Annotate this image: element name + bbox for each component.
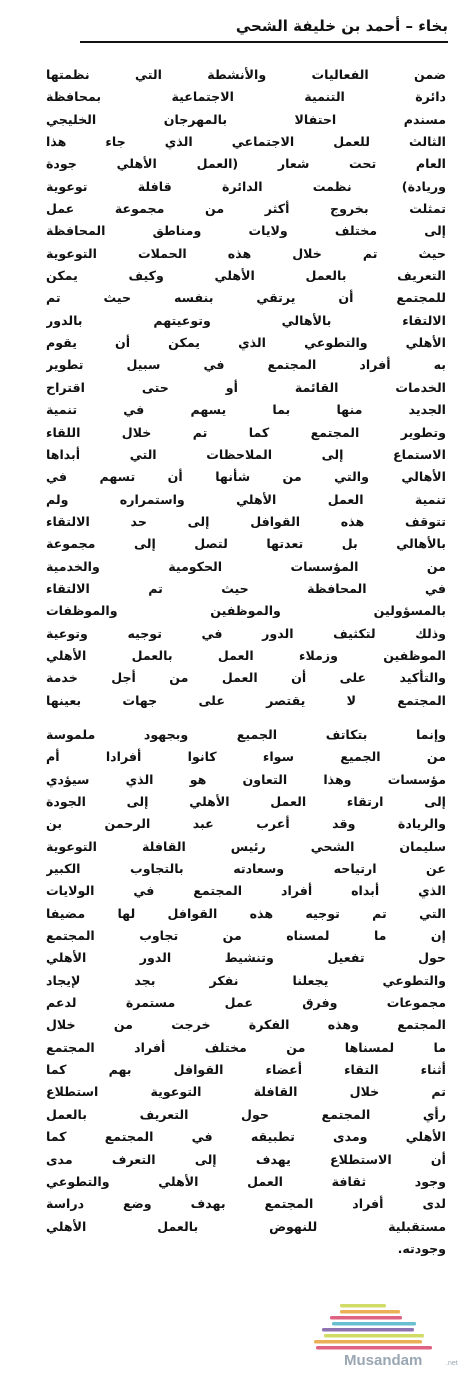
- article-line: إلى مختلف ولايات ومناطق المحافظة: [46, 223, 446, 239]
- logo-stripe: [316, 1346, 432, 1350]
- logo-stripe: [330, 1316, 402, 1320]
- article-line: إلى ارتقاء العمل الأهلي إلى الجودة: [46, 794, 446, 809]
- logo-wordmark: Musandam: [344, 1352, 423, 1369]
- logo-stripe: [322, 1328, 414, 1332]
- article-line: الاستماع إلى الملاحظات التي أبداها: [46, 446, 446, 462]
- article-line: الأهلي والتطوعي الذي يمكن أن يقوم: [46, 335, 446, 351]
- article-line: وتطوير المجتمع كما تم خلال اللقاء: [46, 424, 446, 440]
- article-line: ضمن الفعاليات والأنشطة التي نظمتها: [46, 67, 446, 82]
- article-line: الخدمات القائمة أو حتى اقتراح: [46, 379, 446, 395]
- article-line: من المؤسسات الحكومية والخدمية: [46, 558, 446, 574]
- article-line: والتطوعي يجعلنا نفكر بجد لإيجاد: [46, 972, 446, 988]
- article-body: [46, 64, 446, 1260]
- article-line: مسندم احتفالا بالمهرجان الخليجي: [46, 111, 446, 127]
- article-line: المجتمع لا يقتصر على جهات بعينها: [46, 692, 446, 708]
- article-line: ما لمسناها من مختلف أفراد المجتمع: [46, 1039, 446, 1055]
- article-paragraph: [46, 64, 446, 712]
- article-line: وجود ثقافة العمل الأهلي والتطوعي: [46, 1173, 446, 1189]
- article-line: الجديد منها بما يسهم في تنمية: [46, 402, 446, 418]
- article-byline: بخاء – أحمد بن خليفة الشحي: [80, 14, 448, 43]
- article-line: أن الاستطلاع يهدف إلى التعرف مدى: [46, 1151, 446, 1167]
- logo-stripe: [340, 1304, 386, 1308]
- article-line: عن ارتياحه وسعادته بالتجاوب الكبير: [46, 861, 446, 877]
- article-line: وجودته.: [397, 1240, 446, 1256]
- article-line: وإنما بتكاتف الجميع وبجهود ملموسة: [46, 726, 446, 742]
- article-line: المجتمع وهذه الفكرة خرجت من خلال: [46, 1017, 446, 1033]
- article-line: الثالث للعمل الاجتماعي الذي جاء هذا: [46, 134, 446, 150]
- article-line: تنمية العمل الأهلي واستمراره ولم: [46, 491, 446, 507]
- article-line: للمجتمع أن يرتقي بنفسه حيث تم: [46, 290, 446, 306]
- article-line: تمثلت بخروج أكثر من مجموعة عمل: [46, 201, 446, 217]
- article-line: وريادة) نظمت الدائرة قافلة توعوية: [46, 178, 446, 194]
- logo-stripe: [332, 1322, 416, 1326]
- article-line: من الجميع سواء كانوا أفرادا أم: [46, 749, 446, 765]
- article-line: سليمان الشحي رئيس القافلة التوعوية: [46, 838, 446, 854]
- article-line: حيث تم خلال هذه الحملات التوعوية: [46, 245, 446, 261]
- article-line: دائرة التنمية الاجتماعية بمحافظة: [46, 89, 446, 105]
- article-line: الموظفين وزملاء العمل بالعمل الأهلي: [46, 647, 446, 663]
- article-line: بالأهالي بل تعدتها لتصل إلى مجموعة: [46, 536, 446, 552]
- logo-stripe: [324, 1334, 424, 1338]
- article-line: حول تفعيل وتنشيط الدور الأهلي: [46, 950, 446, 966]
- article-line: الذي أبداه أفراد المجتمع في الولايات: [46, 883, 446, 899]
- article-line: والريادة وقد أعرب عبد الرحمن بن: [46, 816, 446, 832]
- article-line: الالتقاء بالأهالي وتوعيتهم بالدور: [46, 312, 446, 328]
- article-line: في المحافظة حيث تم الالتقاء: [46, 580, 446, 596]
- article-line: وذلك لتكثيف الدور في توجيه وتوعية: [46, 625, 446, 641]
- logo-stripe: [340, 1310, 400, 1314]
- article-line: رأي المجتمع حول التعريف بالعمل: [46, 1106, 446, 1122]
- article-line: إن ما لمسناه من تجاوب المجتمع: [46, 928, 446, 944]
- article-line: بالمسؤولين والموظفين والموظفات: [46, 603, 446, 619]
- article-line: الأهلي ومدى تطبيقه في المجتمع كما: [46, 1129, 446, 1145]
- article-line: مجموعات وفرق عمل مستمرة لدعم: [46, 995, 446, 1011]
- article-line: به أفراد المجتمع في سبيل تطوير: [46, 357, 446, 373]
- article-line: تم خلال القافلة التوعوية استطلاع: [46, 1084, 446, 1100]
- article-line: التي تم توجيه هذه القوافل لها مضيفا: [46, 905, 446, 921]
- article-line: العام تحت شعار (العمل الأهلي جودة: [46, 156, 446, 172]
- logo-suffix: .net: [446, 1360, 458, 1367]
- article-line: مؤسسات وهذا التعاون هو الذي سيؤدي: [46, 771, 446, 787]
- article-line: تتوقف هذه القوافل إلى حد الالتقاء: [46, 513, 446, 529]
- article-line: مستقبلية للنهوض بالعمل الأهلي: [46, 1218, 446, 1234]
- article-line: التعريف بالعمل الأهلي وكيف يمكن: [46, 268, 446, 284]
- article-line: لدى أفراد المجتمع بهدف وضع دراسة: [46, 1196, 446, 1212]
- article-line: أثناء التقاء أعضاء القوافل بهم كما: [46, 1062, 446, 1078]
- musandam-logo: [300, 1290, 470, 1380]
- article-line: الأهالي والتي من شأنها أن تسهم في: [46, 469, 446, 485]
- logo-stripe: [314, 1340, 422, 1344]
- paragraph-gap: [46, 712, 446, 724]
- article-line: والتأكيد على أن العمل من أجل خدمة: [46, 670, 446, 686]
- article-paragraph: [46, 724, 446, 1260]
